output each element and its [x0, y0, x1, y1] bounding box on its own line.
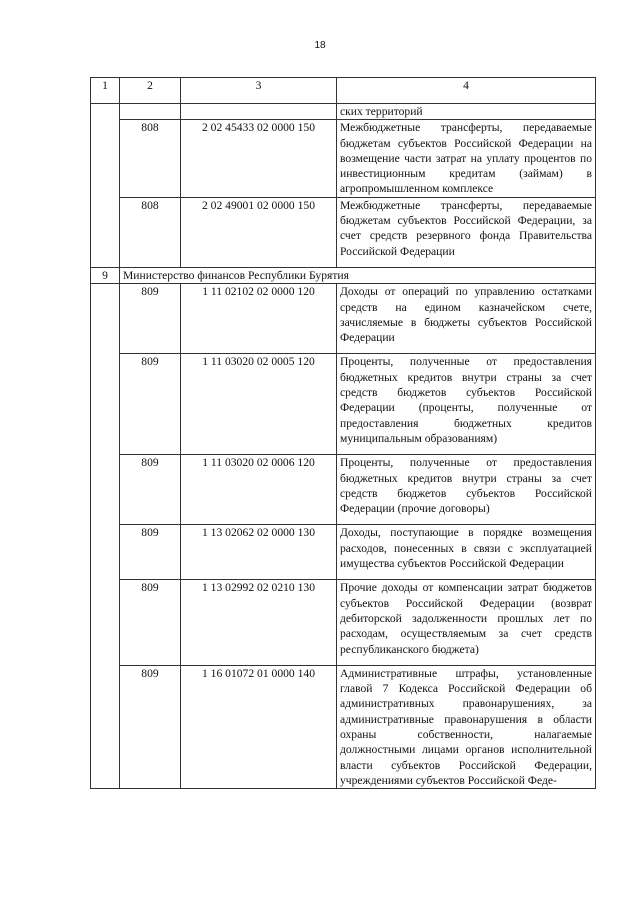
table-row: [91, 354, 596, 455]
budget-classification-code: 2 02 49001 02 0000 150: [181, 197, 337, 267]
table-row: [91, 580, 596, 665]
section-9-number-cell: [91, 284, 120, 789]
table-row: [91, 665, 596, 788]
table-row: [91, 120, 596, 197]
admin-code: 809: [120, 455, 181, 525]
budget-classification-code: 1 13 02992 02 0210 130: [181, 580, 337, 665]
revenue-administrators-table: [90, 77, 596, 789]
admin-code: 809: [120, 525, 181, 580]
revenue-description: Межбюджетные трансферты, передаваемые бюджетам субъектов Российской Федерации на возмещение части затрат на уплату процентов по инвестиционным кредитам (займам) в агропромышленном комплексе: [337, 120, 596, 197]
revenue-description: Проценты, полученные от предоставления бюджетных кредитов внутри страны за счет средств бюджетов субъектов Российской Федерации (проценты, полученные от предоставления бюджетных кредитов муниципальным образованиям): [337, 354, 596, 455]
table-row: [91, 197, 596, 267]
budget-classification-code: 1 11 02102 02 0000 120: [181, 284, 337, 354]
revenue-description: Административные штрафы, установленные главой 7 Кодекса Российской Федерации об административных правонарушениях, за административные правонарушения в области охраны собственности, налагаемые должностными лицами органов исполнительной власти субъектов Российской Федерации, учреждениями субъектов Российской Феде-: [337, 665, 596, 788]
table-header-row: [91, 78, 596, 104]
revenue-description: Прочие доходы от компенсации затрат бюджетов субъектов Российской Федерации (возврат дебиторской задолженности прошлых лет по расходам, осуществляемым за счет средств республиканского бюджета): [337, 580, 596, 665]
budget-classification-code: 2 02 45433 02 0000 150: [181, 120, 337, 197]
table-row: [91, 455, 596, 525]
header-col-1: 1: [91, 78, 120, 104]
admin-code: 809: [120, 580, 181, 665]
section-header-row: [91, 267, 596, 283]
continuation-text: ских территорий: [337, 104, 596, 120]
budget-classification-code: 1 16 01072 01 0000 140: [181, 665, 337, 788]
admin-code: 809: [120, 354, 181, 455]
section-title: Министерство финансов Республики Бурятия: [120, 267, 596, 283]
header-col-3: 3: [181, 78, 337, 104]
revenue-description: Проценты, полученные от предоставления бюджетных кредитов внутри страны за счет средств бюджетов субъектов Российской Федерации (прочие договоры): [337, 455, 596, 525]
table-row: [91, 525, 596, 580]
admin-code: 808: [120, 120, 181, 197]
budget-classification-code: 1 11 03020 02 0005 120: [181, 354, 337, 455]
revenue-description: Доходы, поступающие в порядке возмещения расходов, понесенных в связи с эксплуатацией имущества субъектов Российской Федерации: [337, 525, 596, 580]
header-col-4: 4: [337, 78, 596, 104]
budget-classification-code: 1 11 03020 02 0006 120: [181, 455, 337, 525]
admin-code: 808: [120, 197, 181, 267]
revenue-description: Межбюджетные трансферты, передаваемые бюджетам субъектов Российской Федерации, за счет средств резервного фонда Правительства Российской Федерации: [337, 197, 596, 267]
admin-code: 809: [120, 665, 181, 788]
section-8-number-cell: [91, 104, 120, 268]
section-number: 9: [91, 267, 120, 283]
header-col-2: 2: [120, 78, 181, 104]
continuation-row: [91, 104, 596, 120]
page-number: 18: [314, 40, 326, 51]
revenue-description: Доходы от операций по управлению остатками средств на едином казначейском счете, зачисляемые в бюджеты субъектов Российской Федерации: [337, 284, 596, 354]
admin-code: 809: [120, 284, 181, 354]
budget-classification-code: 1 13 02062 02 0000 130: [181, 525, 337, 580]
table-row: [91, 284, 596, 354]
